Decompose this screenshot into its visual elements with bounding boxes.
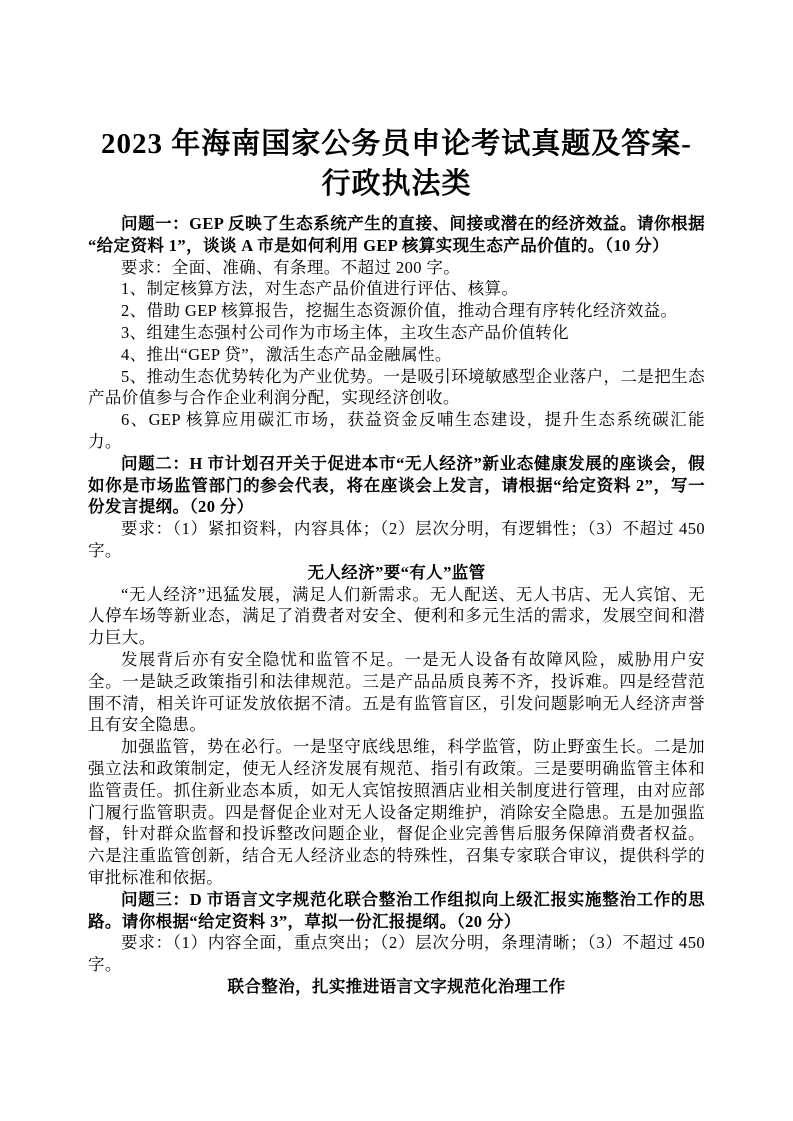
- question-2-answer-heading: 无人经济”要“有人”监管: [307, 562, 486, 582]
- question-3-prompt: 问题三：D 市语言文字规范化联合整治工作组拟向上级汇报实施整治工作的思路。请你根据“给定资料 3”，草拟一份汇报提纲。（20 分）: [88, 889, 705, 931]
- document-title: [88, 124, 705, 204]
- question-3-answer-heading: 联合整治，扎实推进语言文字规范化治理工作: [227, 976, 566, 996]
- question-1-answer-item-5: 5、推动生态优势转化为产业优势。一是吸引环境敏感型企业落户，二是把生态产品价值参与合作企业利润分配，实现经济创收。: [88, 366, 705, 408]
- question-1-answer-item-4: 4、推出“GEP 贷”，激活生态产品金融属性。: [121, 344, 452, 364]
- document-title-line2: 行政执法类: [321, 168, 472, 200]
- document-title-line1: 2023 年海南国家公务员申论考试真题及答案-: [101, 128, 692, 160]
- question-2-answer-paragraph-3: 加强监管，势在必行。一是坚守底线思维，科学监管，防止野蛮生长。二是加强立法和政策制定，使无人经济发展有规范、指引有政策。三是要明确监管主体和监管责任。抓住新业态本质，如无人宾馆按照酒店业相关制度进行管理，由对应部门履行监管职责。四是督促企业对无人设备定期维护，消除安全隐患。五是加强监督，针对群众监督和投诉整改问题企业，督促企业完善售后服务保障消费者权益。六是注重监管创新，结合无人经济业态的特殊性，召集专家联合审议，提供科学的审批标准和依据。: [88, 737, 705, 887]
- question-2-prompt: 问题二：H 市计划召开关于促进本市“无人经济”新业态健康发展的座谈会，假如你是市场监管部门的参会代表，将在座谈会上发言，请根据“给定资料 2”，写一份发言提纲。（20 分）: [88, 453, 705, 517]
- question-2-answer-paragraph-1: “无人经济”迅猛发展，满足人们新需求。无人配送、无人书店、无人宾馆、无人停车场等新业态，满足了消费者对安全、便利和多元生活的需求，发展空间和潜力巨大。: [88, 584, 705, 648]
- question-1-prompt: 问题一：GEP 反映了生态系统产生的直接、间接或潜在的经济效益。请你根据“给定资料 1”，谈谈 A 市是如何利用 GEP 核算实现生态产品价值的。（10 分）: [88, 214, 705, 255]
- question-2-answer-paragraph-2: 发展背后亦有安全隐忧和监管不足。一是无人设备有故障风险，威胁用户安全。一是缺乏政策指引和法律规范。三是产品品质良莠不齐，投诉难。四是经营范围不清，相关许可证发放依据不清。五是有监管盲区，引发问题影响无人经济声誉且有安全隐患。: [88, 649, 705, 735]
- question-3-requirement: 要求：（1）内容全面，重点突出；（2）层次分明，条理清晰；（3）不超过 450 字。: [88, 933, 705, 975]
- question-2-requirement: 要求：（1）紧扣资料，内容具体；（2）层次分明，有逻辑性；（3）不超过 450 字。: [88, 519, 705, 560]
- question-1-requirement: 要求：全面、准确、有条理。不超过 200 字。: [121, 257, 461, 277]
- question-1-answer-item-6: 6、GEP 核算应用碳汇市场，获益资金反哺生态建设，提升生态系统碳汇能力。: [88, 410, 705, 451]
- question-1-answer-item-2: 2、借助 GEP 核算报告，挖掘生态资源价值，推动合理有序转化经济效益。: [121, 301, 678, 321]
- question-1-answer-item-3: 3、组建生态强村公司作为市场主体，主攻生态产品价值转化: [121, 322, 570, 342]
- question-1-answer-item-1: 1、制定核算方法，对生态产品价值进行评估、核算。: [121, 279, 519, 299]
